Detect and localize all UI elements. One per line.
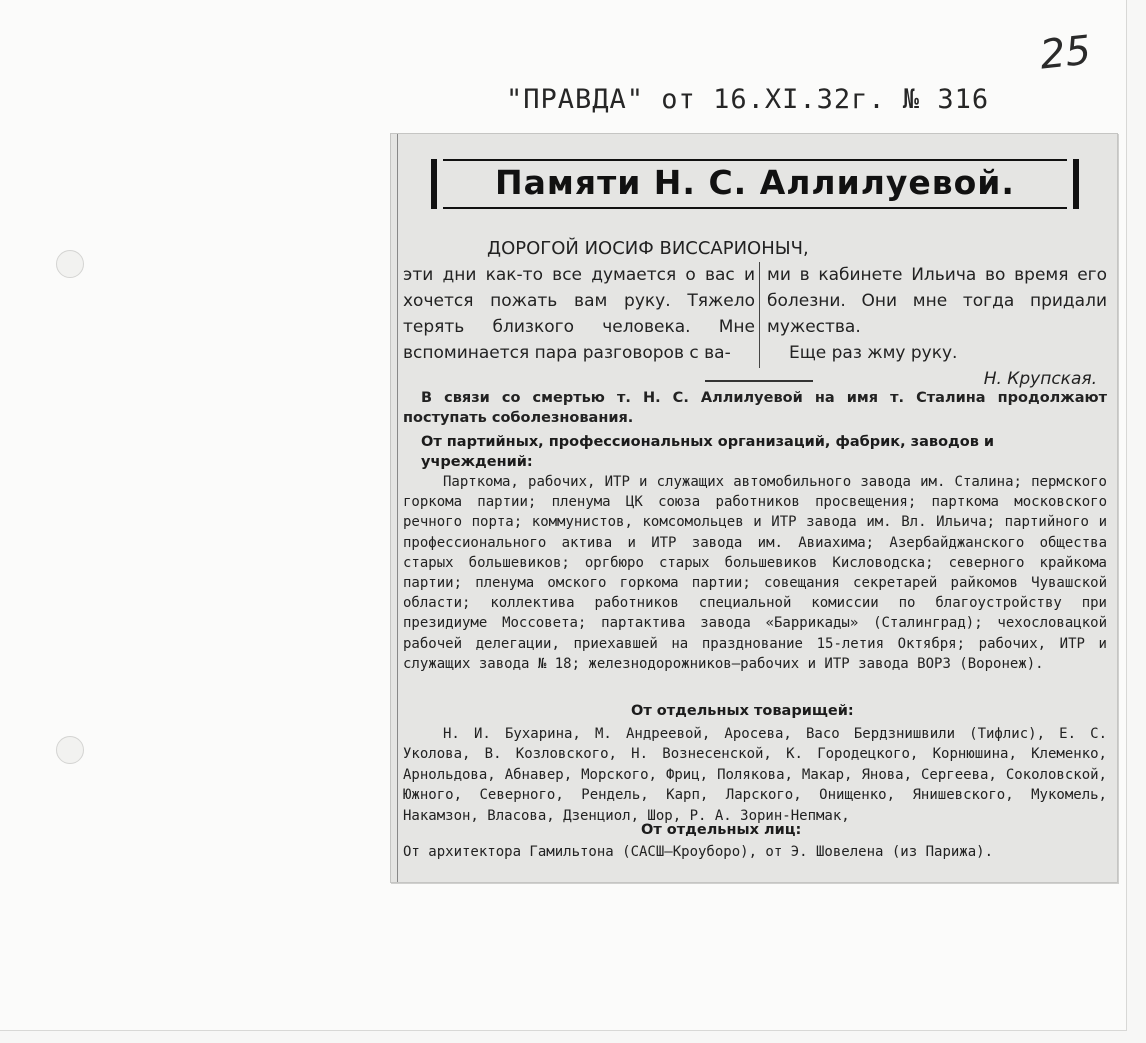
organizations-text: Парткома, рабочих, ИТР и служащих автомобильного завода им. Сталина; пермского горкома партии; пленума ЦК союза работников просвещения; парткома московского речного порта; коммунистов, комсомольцев и ИТР завода им. Вл. Ильича; партийного и профессионального актива и ИТР завода им. Авиахима; Азербайджанского общества старых большевиков; оргбюро старых большевиков Кисловодска; северного крайкома партии; пленума омского горкома партии; совещания секретарей райкомов Чувашской области; коллектива работников специальной комиссии по благоустройству при президиуме Моссовета; партактива завода «Баррикады» (Сталинград); чехословацкой рабочей делегации, приехавшей на празднование 15-летия Октября; рабочих, ИТР и служащих завода № 18; железнодорожников—рабочих и ИТР завода ВОРЗ (Воронеж). — [403, 474, 1107, 672]
intro-text: В связи со смертью т. Н. С. Аллилуевой на имя т. Сталина продолжают поступать соболезнования. — [403, 390, 1107, 426]
source-header: "ПРАВДА" от 16.XI.32г. № 316 — [506, 84, 990, 115]
letter-text: ми в кабинете Ильича во время его болезни. Они мне тогда придали мужества. — [767, 265, 1107, 337]
punch-hole — [56, 250, 84, 278]
comrades-text: Н. И. Бухарина, М. Андреевой, Аросева, Васо Бердзнишвили (Тифлис), Е. С. Уколова, В. Козловского, Н. Вознесенской, К. Городецкого, Корнюшина, Клеменко, Арнольдова, Абнавер, Морского, Фриц, Полякова, Макар, Янова, Сергеева, Соколовской, Южного, Северного, Рендель, Карп, Ларского, Онищенко, Янишевского, Мукомель, Накамзон, Власова, Дзенциол, Шор, Р. А. Зорин-Непмак, — [403, 726, 1107, 824]
letter-column-left — [403, 262, 755, 366]
comrades-heading: От отдельных товарищей: — [631, 703, 854, 719]
clipping-edge — [397, 134, 398, 882]
comrades-list — [403, 724, 1107, 826]
letter-salutation: ДОРОГОЙ ИОСИФ ВИССАРИОНЫЧ, — [487, 238, 809, 259]
newspaper-clipping — [390, 133, 1118, 883]
separator-rule — [705, 380, 813, 382]
organizations-heading: От партийных, профессиональных организаций, фабрик, заводов и учреждений: — [421, 434, 995, 470]
article-title: Памяти Н. С. Аллилуевой. — [495, 163, 1015, 202]
punch-hole — [56, 736, 84, 764]
persons-list: От архитектора Гамильтона (САСШ—Кроуборо), от Э. Шовелена (из Парижа). — [403, 844, 994, 860]
column-divider — [759, 262, 760, 368]
organizations-list — [403, 472, 1107, 674]
title-frame — [431, 159, 1079, 209]
letter-column-right — [767, 262, 1107, 392]
intro-paragraph — [403, 388, 1107, 428]
letter-text: эти дни как-то все думается о вас и хочется пожать вам руку. Тяжело терять близкого человека. Мне вспоминается пара разговоров с ва- — [403, 265, 755, 363]
letter-closing: Еще раз жму руку. — [789, 343, 958, 363]
page-number: 25 — [1037, 27, 1094, 79]
letter-signature: Н. Крупская. — [983, 369, 1097, 389]
persons-heading: От отдельных лиц: — [641, 822, 802, 838]
